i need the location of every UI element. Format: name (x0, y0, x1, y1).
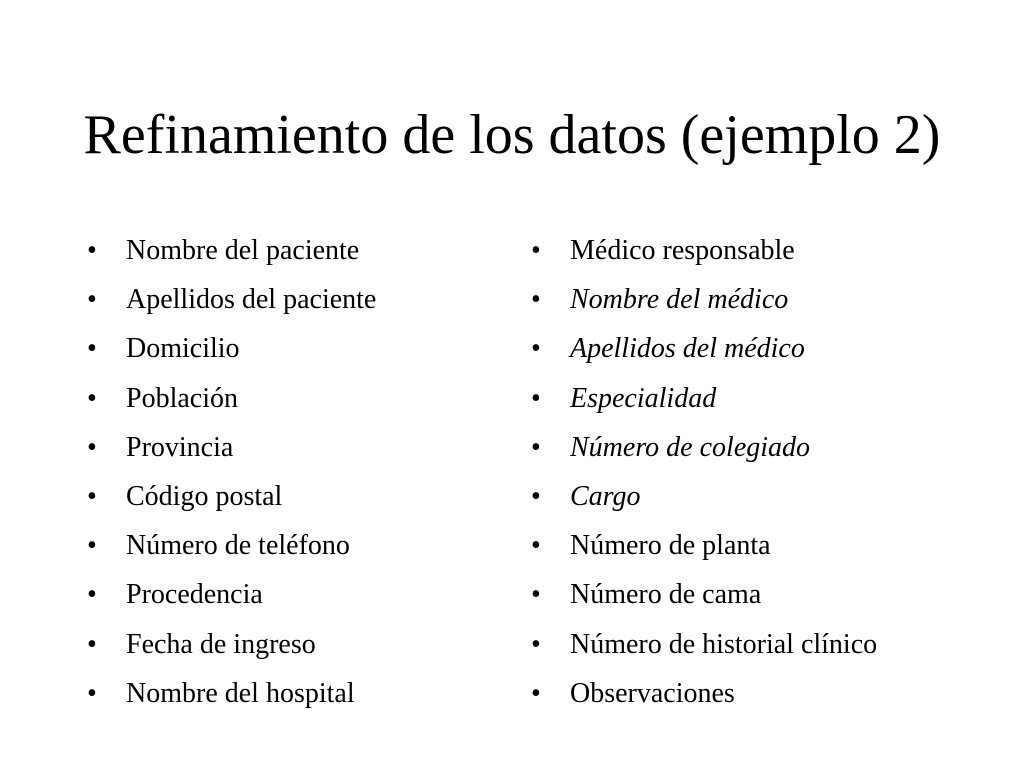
list-item-text: Código postal (126, 480, 283, 512)
list-item (531, 374, 877, 423)
list-item-text: Número de teléfono (126, 530, 350, 562)
bullet-icon: • (531, 235, 541, 266)
list-item-text: Número de cama (570, 579, 762, 611)
list-item (87, 620, 376, 669)
bullet-icon: • (87, 677, 97, 709)
bullet-icon: • (531, 382, 541, 414)
list-item-text: Número de colegiado (570, 431, 811, 463)
list-item (531, 226, 877, 275)
list-item-text: Médico responsable (570, 235, 795, 266)
bullet-icon: • (531, 284, 541, 316)
list-item-text: Número de historial clínico (570, 628, 878, 660)
list-item-text: Nombre del hospital (126, 677, 355, 709)
bullet-icon: • (531, 530, 541, 562)
bullet-icon: • (87, 382, 97, 414)
list-item-text: Nombre del paciente (126, 235, 360, 266)
list-item-text: Nombre del médico (570, 284, 789, 316)
bullet-icon: • (531, 431, 541, 463)
list-item (87, 374, 376, 423)
bullet-icon: • (87, 480, 97, 512)
list-item (531, 669, 877, 718)
list-item (87, 669, 376, 718)
list-item (87, 324, 376, 373)
list-item-text: Población (126, 382, 238, 414)
list-item-text: Apellidos del paciente (126, 284, 377, 316)
list-item (87, 423, 376, 472)
bullet-icon: • (531, 579, 541, 611)
bullet-icon: • (87, 431, 97, 463)
bullet-icon: • (531, 628, 541, 660)
list-item-text: Cargo (570, 480, 641, 512)
bullet-icon: • (87, 235, 97, 266)
list-item (531, 423, 877, 472)
bullet-icon: • (87, 628, 97, 660)
list-item (87, 521, 376, 570)
list-item-text: Observaciones (570, 677, 735, 709)
list-item (87, 226, 376, 275)
list-item (531, 620, 877, 669)
list-item-text: Especialidad (570, 382, 717, 414)
list-item-text: Domicilio (126, 333, 240, 365)
list-item-text: Fecha de ingreso (126, 628, 316, 660)
list-item (531, 472, 877, 521)
slide-title: Refinamiento de los datos (ejemplo 2) (83, 104, 941, 166)
list-item-text: Procedencia (126, 579, 263, 611)
list-item (531, 324, 877, 373)
bullet-icon: • (87, 579, 97, 611)
bullet-icon: • (87, 530, 97, 562)
list-item (531, 275, 877, 324)
bullet-icon: • (531, 333, 541, 365)
list-item (87, 275, 376, 324)
list-item (531, 570, 877, 619)
bullet-icon: • (87, 284, 97, 316)
bullet-icon: • (87, 333, 97, 365)
left-bullet-list (87, 226, 376, 718)
list-item (87, 570, 376, 619)
right-bullet-list (531, 226, 877, 718)
list-item-text: Provincia (126, 431, 234, 463)
list-item-text: Apellidos del médico (570, 333, 805, 365)
list-item-text: Número de planta (570, 530, 771, 562)
list-item (531, 521, 877, 570)
bullet-icon: • (531, 480, 541, 512)
bullet-icon: • (531, 677, 541, 709)
list-item (87, 472, 376, 521)
